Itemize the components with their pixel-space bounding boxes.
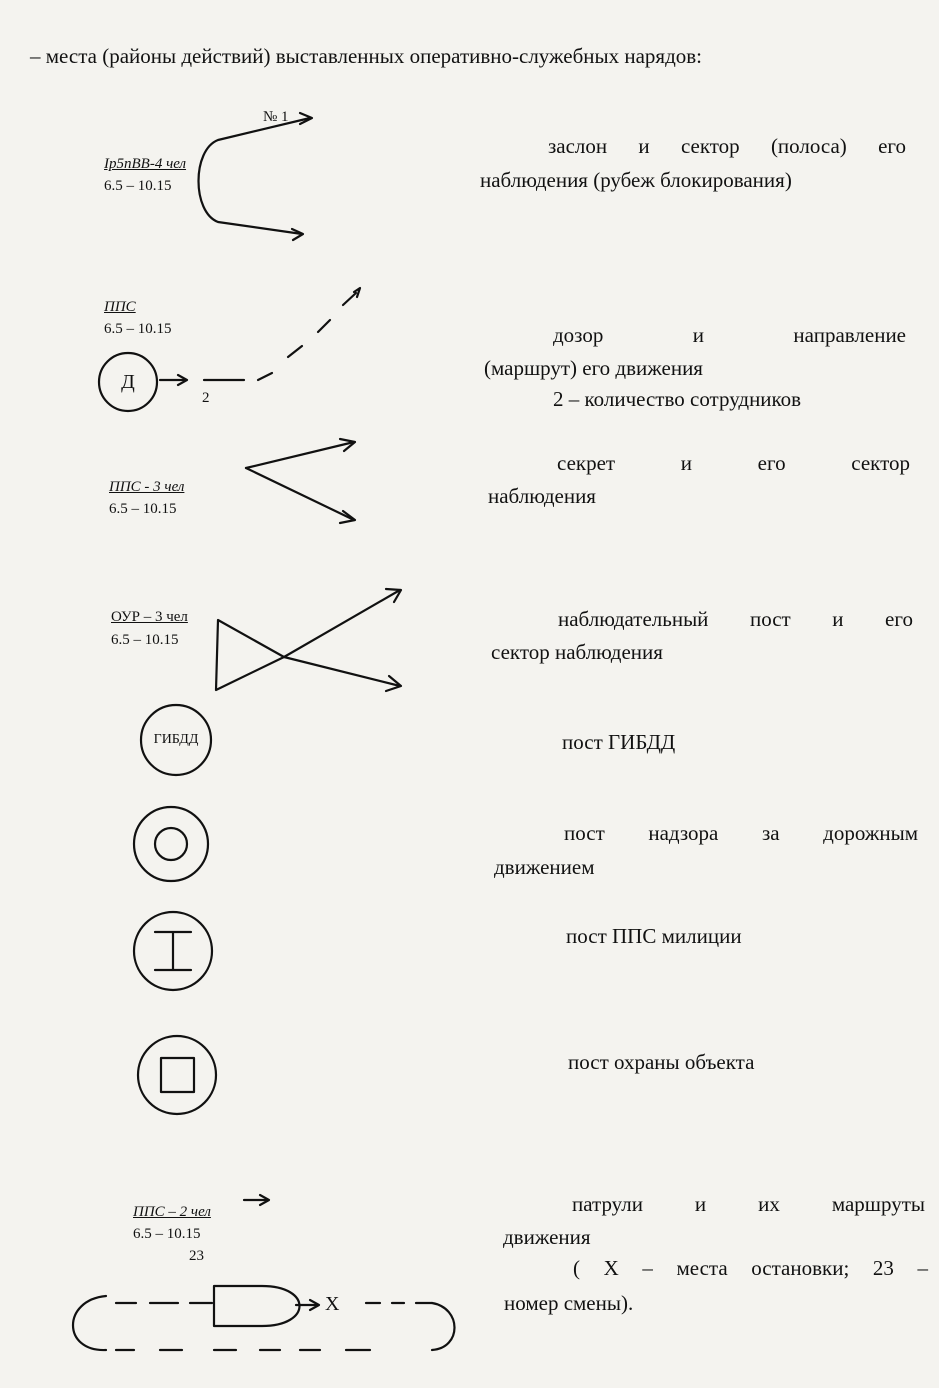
word: его xyxy=(878,134,906,158)
object-guard-symbol xyxy=(138,1036,216,1114)
word: дорожным xyxy=(823,821,918,845)
unit-label-1: Ip5nBB-4 чел xyxy=(104,156,187,172)
desc-2-line1 xyxy=(553,320,906,350)
desc-9-line2: движения xyxy=(503,1225,591,1249)
desc-2-line3: 2 – количество сотрудников xyxy=(553,387,802,411)
desc-9-line1 xyxy=(572,1189,925,1219)
word: – xyxy=(917,1256,928,1280)
word: пост xyxy=(749,607,791,631)
desc-1-line2: наблюдения (рубеж блокирования) xyxy=(480,168,792,192)
time-2: 6.5 – 10.15 xyxy=(104,321,172,337)
word: надзора xyxy=(648,821,719,845)
word: (полоса) xyxy=(770,134,847,158)
desc-5-line1: пост ГИБДД xyxy=(562,730,676,754)
patrol-routes-symbol xyxy=(73,1195,455,1350)
marker-1: № 1 xyxy=(263,109,289,125)
barrier-symbol xyxy=(199,113,313,240)
word: их xyxy=(758,1192,780,1216)
word: и xyxy=(694,1192,707,1216)
unit-label-2: ППС xyxy=(104,299,136,315)
word: пост xyxy=(564,821,605,845)
word: сектор xyxy=(680,134,740,158)
word: направление xyxy=(793,323,906,347)
stop-mark: X xyxy=(325,1293,340,1315)
secret-sector-symbol xyxy=(246,439,355,523)
desc-6-line1 xyxy=(564,818,918,848)
time-4: 6.5 – 10.15 xyxy=(111,632,179,648)
word: дозор xyxy=(553,323,604,347)
pps-post-symbol xyxy=(134,912,212,990)
desc-7-line1: пост ППС милиции xyxy=(566,924,742,948)
traffic-post-symbol xyxy=(134,807,208,881)
word: секрет xyxy=(557,451,616,475)
desc-2-line2: (маршрут) его движения xyxy=(484,356,703,380)
desc-8-line1: пост охраны объекта xyxy=(568,1050,755,1074)
heading: – места (районы действий) выставленных оперативно-служебных нарядов: xyxy=(30,44,703,68)
word: и xyxy=(638,134,650,158)
word: за xyxy=(761,821,780,845)
patrol-symbol-letter: Д xyxy=(121,371,135,393)
word: остановки; xyxy=(751,1256,850,1280)
unit-label-4: ОУР – 3 чел xyxy=(111,609,188,625)
word: и xyxy=(832,607,844,631)
desc-3-line2: наблюдения xyxy=(488,484,596,508)
desc-9-line4: номер смены). xyxy=(504,1291,634,1315)
word: его xyxy=(757,451,786,475)
word: сектор xyxy=(851,451,910,475)
patrol-count-marker: 2 xyxy=(202,390,210,406)
word: и xyxy=(692,323,705,347)
word: и xyxy=(680,451,693,475)
observation-post-symbol xyxy=(216,589,401,691)
word: 23 xyxy=(872,1256,894,1280)
word: X xyxy=(603,1256,619,1280)
word: наблюдательный xyxy=(558,607,709,631)
word: маршруты xyxy=(831,1192,925,1216)
word: – xyxy=(642,1256,653,1280)
word: патрули xyxy=(572,1192,643,1216)
time-9: 6.5 – 10.15 xyxy=(133,1226,201,1242)
unit-label-9: ППС – 2 чел xyxy=(133,1204,211,1220)
word: его xyxy=(885,607,913,631)
unit-label-3: ППС - 3 чел xyxy=(109,479,185,495)
desc-4-line2: сектор наблюдения xyxy=(491,640,663,664)
desc-9-line3 xyxy=(573,1253,928,1283)
shift-number: 23 xyxy=(189,1248,204,1264)
word: ( xyxy=(573,1256,580,1280)
desc-4-line1 xyxy=(558,604,913,634)
time-1: 6.5 – 10.15 xyxy=(104,178,172,194)
word: места xyxy=(676,1256,728,1280)
time-3: 6.5 – 10.15 xyxy=(109,501,177,517)
patrol-route-symbol xyxy=(160,288,360,385)
word: заслон xyxy=(548,134,608,158)
desc-1-line1 xyxy=(548,131,906,161)
gibdd-symbol-label: ГИБДД xyxy=(153,732,199,747)
desc-6-line2: движением xyxy=(494,855,595,879)
desc-3-line1 xyxy=(557,448,910,478)
